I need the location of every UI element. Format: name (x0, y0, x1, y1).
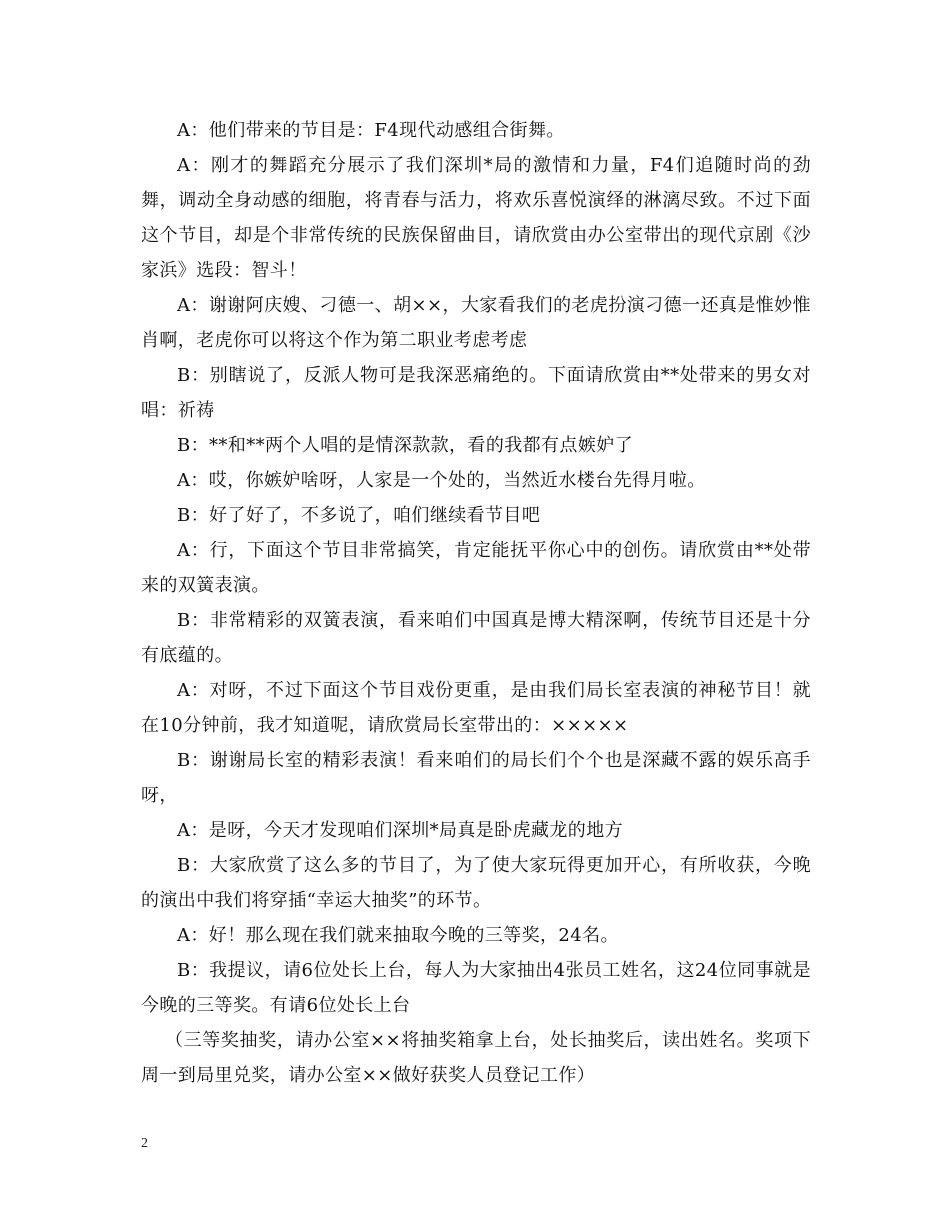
paragraph-12: A：是呀，今天才发现咱们深圳*局真是卧虎藏龙的地方 (177, 820, 623, 841)
paragraph-1: A：他们带来的节目是：F4现代动感组合街舞。 (177, 120, 565, 141)
paragraph-5: B：**和**两个人唱的是情深款款，看的我都有点嫉妒了 (177, 435, 634, 456)
paragraph-10: A：对呀，不过下面这个节目戏份更重，是由我们局长室表演的神秘节目！就在10分钟前，我才知道呢，请欣赏局长室带出的：××××× (141, 680, 811, 736)
document-body (141, 113, 811, 1093)
paragraph-8: A：行，下面这个节目非常搞笑，肯定能抚平你心中的创伤。请欣赏由**处带来的双簧表演。 (141, 540, 811, 596)
stage-direction-note: （三等奖抽奖，请办公室××将抽奖箱拿上台，处长抽奖后，读出姓名。奖项下周一到局里兑奖，请办公室××做好获奖人员登记工作） (141, 1030, 811, 1086)
paragraph-15: B：我提议，请6位处长上台，每人为大家抽出4张员工姓名，这24位同事就是今晚的三等奖。有请6位处长上台 (141, 960, 811, 1016)
paragraph-11: B：谢谢局长室的精彩表演！看来咱们的局长们个个也是深藏不露的娱乐高手呀， (141, 750, 811, 806)
paragraph-3: A：谢谢阿庆嫂、刁德一、胡××，大家看我们的老虎扮演刁德一还真是惟妙惟肖啊，老虎你可以将这个作为第二职业考虑考虑 (141, 295, 811, 351)
page-number: 2 (141, 1136, 148, 1151)
paragraph-9: B：非常精彩的双簧表演，看来咱们中国真是博大精深啊，传统节目还是十分有底蕴的。 (141, 610, 811, 666)
paragraph-4: B：别瞎说了，反派人物可是我深恶痛绝的。下面请欣赏由**处带来的男女对唱：祈祷 (141, 365, 811, 421)
paragraph-13: B：大家欣赏了这么多的节目了，为了使大家玩得更加开心，有所收获，今晚的演出中我们将穿插“幸运大抽奖”的环节。 (141, 855, 811, 911)
paragraph-14: A：好！那么现在我们就来抽取今晚的三等奖，24名。 (177, 925, 619, 946)
paragraph-2: A：刚才的舞蹈充分展示了我们深圳*局的激情和力量，F4们追随时尚的劲舞，调动全身动感的细胞，将青春与活力，将欢乐喜悦演绎的淋漓尽致。不过下面这个节目，却是个非常传统的民族保留曲目，请欣赏由办公室带出的现代京剧《沙家浜》选段：智斗！ (141, 155, 811, 281)
paragraph-6: A：哎，你嫉妒啥呀，人家是一个处的，当然近水楼台先得月啦。 (177, 470, 706, 491)
paragraph-7: B：好了好了，不多说了，咱们继续看节目吧 (177, 505, 541, 526)
